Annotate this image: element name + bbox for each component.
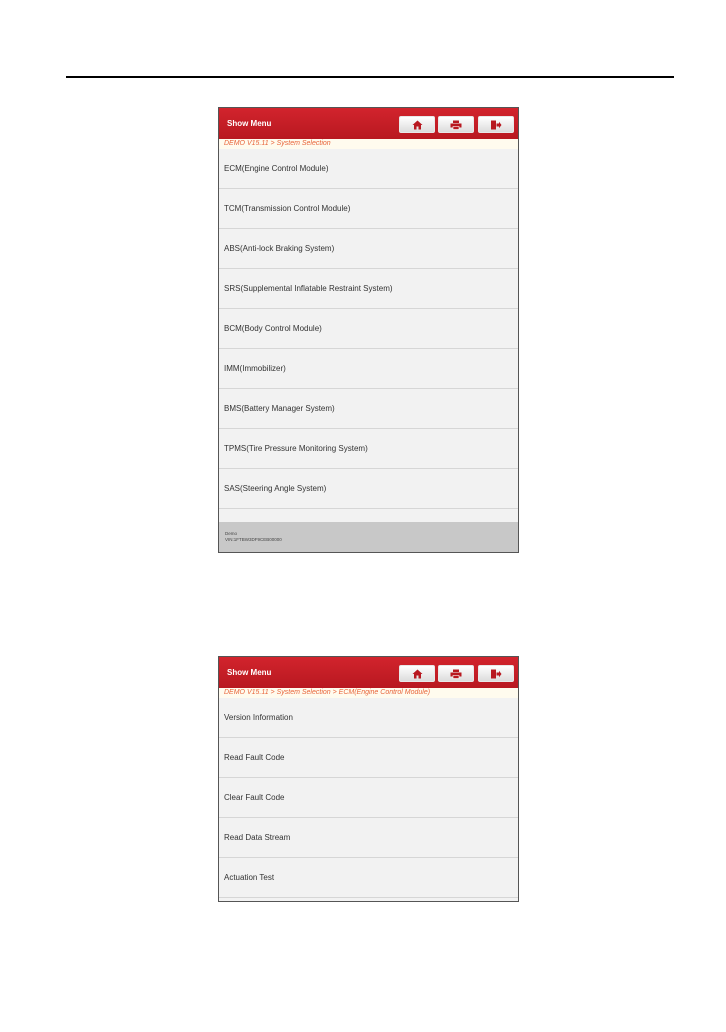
home-icon	[412, 120, 423, 130]
page-top-rule	[66, 76, 674, 78]
exit-icon	[490, 669, 502, 679]
menu-item-imm[interactable]: IMM(Immobilizer)	[219, 349, 518, 389]
home-icon	[412, 669, 423, 679]
system-selection-screen	[218, 107, 519, 553]
exit-button[interactable]	[478, 665, 514, 682]
menu-item-tcm[interactable]: TCM(Transmission Control Module)	[219, 189, 518, 229]
app-header	[219, 108, 518, 139]
footer-vin: VIN:1FTBW3DF9CEB00000	[225, 537, 282, 542]
home-button[interactable]	[399, 116, 435, 133]
menu-item-abs[interactable]: ABS(Anti-lock Braking System)	[219, 229, 518, 269]
function-list	[219, 698, 518, 898]
menu-item-read-data-stream[interactable]: Read Data Stream	[219, 818, 518, 858]
app-header	[219, 657, 518, 688]
menu-item-version-information[interactable]: Version Information	[219, 698, 518, 738]
menu-item-sas[interactable]: SAS(Steering Angle System)	[219, 469, 518, 509]
header-title: Show Menu	[227, 119, 272, 128]
exit-icon	[490, 120, 502, 130]
ecm-function-screen	[218, 656, 519, 902]
printer-icon	[450, 669, 462, 679]
menu-item-bcm[interactable]: BCM(Body Control Module)	[219, 309, 518, 349]
print-button[interactable]	[438, 665, 474, 682]
menu-item-clear-fault-code[interactable]: Clear Fault Code	[219, 778, 518, 818]
menu-item-bms[interactable]: BMS(Battery Manager System)	[219, 389, 518, 429]
menu-item-srs[interactable]: SRS(Supplemental Inflatable Restraint System)	[219, 269, 518, 309]
menu-item-read-fault-code[interactable]: Read Fault Code	[219, 738, 518, 778]
footer-demo-label: Demo	[225, 531, 238, 536]
system-list	[219, 149, 518, 509]
header-title: Show Menu	[227, 668, 272, 677]
print-button[interactable]	[438, 116, 474, 133]
breadcrumb: DEMO V15.11 > System Selection > ECM(Engine Control Module)	[219, 688, 518, 698]
menu-item-ecm[interactable]: ECM(Engine Control Module)	[219, 149, 518, 189]
menu-item-actuation-test[interactable]: Actuation Test	[219, 858, 518, 898]
exit-button[interactable]	[478, 116, 514, 133]
breadcrumb: DEMO V15.11 > System Selection	[219, 139, 518, 149]
vehicle-info-footer	[219, 522, 518, 552]
home-button[interactable]	[399, 665, 435, 682]
printer-icon	[450, 120, 462, 130]
menu-item-tpms[interactable]: TPMS(Tire Pressure Monitoring System)	[219, 429, 518, 469]
